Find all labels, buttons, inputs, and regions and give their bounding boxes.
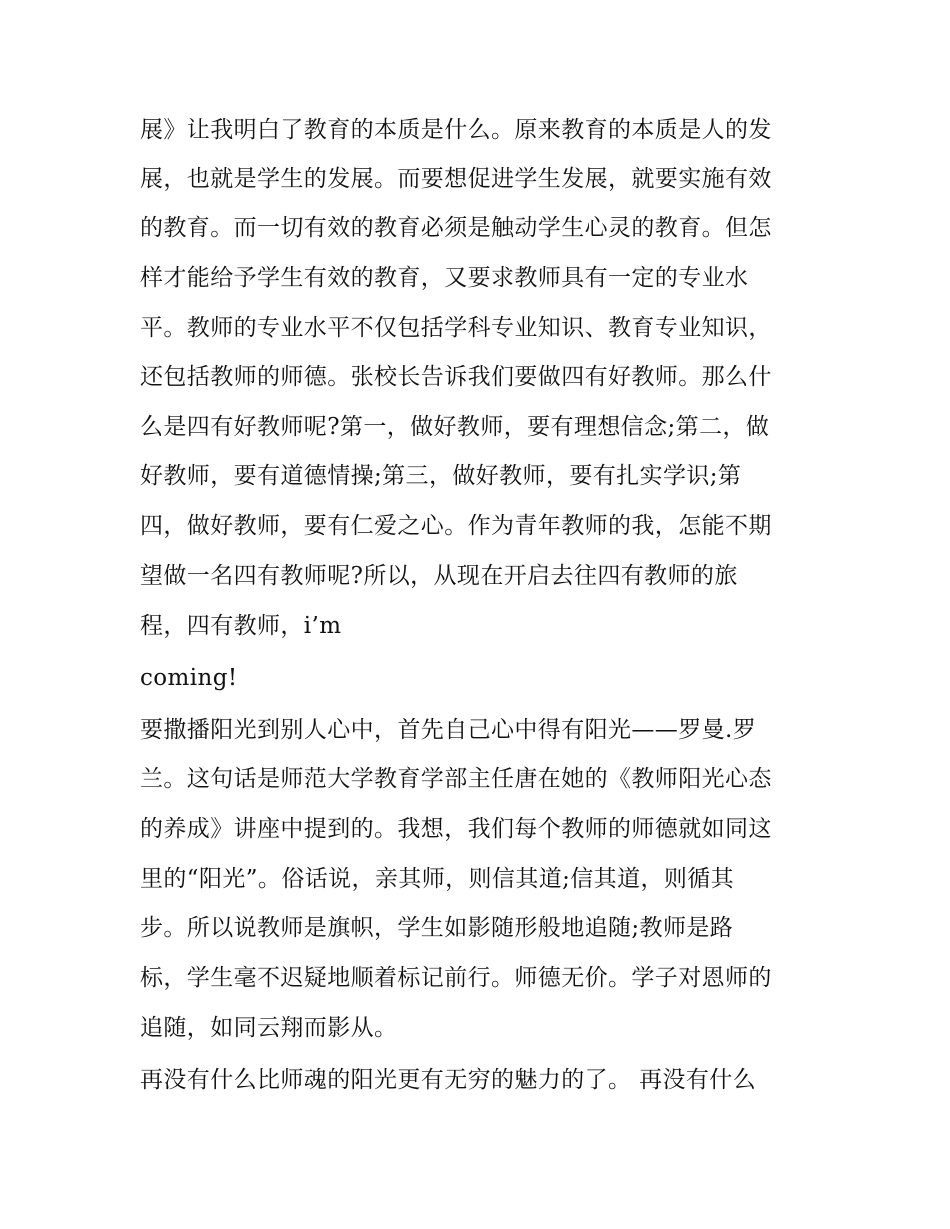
text-line: 再没有什么比师魂的阳光更有无穷的魅力的了。 再没有什么 xyxy=(140,1067,757,1093)
text-line: 步。所以说教师是旗帜，学生如影随形般地追随;教师是路 xyxy=(140,915,734,941)
text-line: coming! xyxy=(140,665,238,691)
text-line: 么是四有好教师呢?第一，做好教师，要有理想信念;第二，做 xyxy=(140,414,770,440)
text-line: 的养成》讲座中提到的。我想，我们每个教师的师德就如同这 xyxy=(140,816,772,842)
text-line: 要撒播阳光到别人心中，首先自己心中得有阳光——罗曼.罗 xyxy=(140,717,757,743)
text-line: 兰。这句话是师范大学教育学部主任唐在她的《教师阳光心态 xyxy=(140,766,772,792)
text-line: 里的“阳光”。俗话说，亲其师，则信其道;信其道，则循其 xyxy=(140,866,735,892)
text-line: 样才能给予学生有效的教育，又要求教师具有一定的专业水 xyxy=(140,265,749,291)
text-line: 追随，如同云翔而影从。 xyxy=(140,1015,398,1041)
text-line: 的教育。而一切有效的教育必须是触动学生心灵的教育。但怎 xyxy=(140,215,772,241)
text-line: 还包括教师的师德。张校长告诉我们要做四有好教师。那么什 xyxy=(140,364,772,390)
text-line: 好教师，要有道德情操;第三，做好教师，要有扎实学识;第 xyxy=(140,463,742,489)
text-line: 四，做好教师，要有仁爱之心。作为青年教师的我，怎能不期 xyxy=(140,513,772,539)
text-line: 标，学生毫不迟疑地顺着标记前行。师德无价。学子对恩师的 xyxy=(140,965,772,991)
text-line: 展》让我明白了教育的本质是什么。原来教育的本质是人的发 xyxy=(140,117,772,143)
text-line: 平。教师的专业水平不仅包括学科专业知识、教育专业知识， xyxy=(140,315,772,341)
text-line: 程，四有教师，i’m xyxy=(140,613,342,639)
text-line: 展，也就是学生的发展。而要想促进学生发展，就要实施有效 xyxy=(140,166,772,192)
text-line: 望做一名四有教师呢?所以，从现在开启去往四有教师的旅 xyxy=(140,563,738,589)
